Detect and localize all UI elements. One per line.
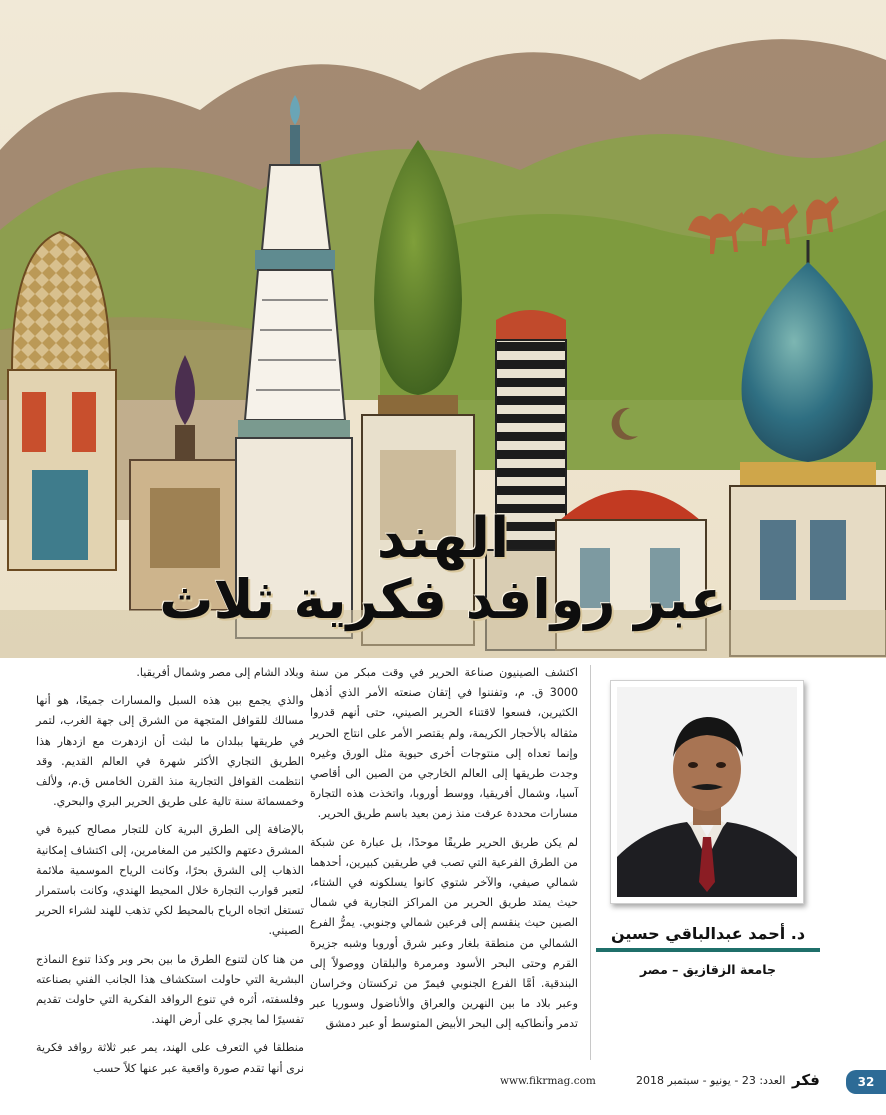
author-accent-rule xyxy=(596,948,820,952)
page-number: 32 xyxy=(846,1070,886,1094)
paragraph: والذي يجمع بين هذه السبل والمسارات جميعًا، هو أنها مسالك للقوافل المتجهة من الشرق إلى جهة الغرب، لتمر في طريقها ببلدان ما لبثت أن ازدهرت مع ازدهار هذا الطريق التجاري الأكثر شهرة في العالم القديم. وقد انتظمت القوافل التجارية منذ القرن الخامس ق.م، ولألف وخمسمائة سنة تالية على طريق الحرير البري والبحري. xyxy=(36,694,304,809)
paragraph: لم يكن طريق الحرير طريقًا موحدًا، بل عبارة عن شبكة من الطرق الفرعية التي تصب في طريقين كبيرين، أحدهما شمالي صيفي، والآخر شتوي كانوا يسلكونه في الشتاء، حيث يمتد طريق الحرير من المراكز التجارية في شمال الصين حيث ينقسم إلى فرعين شمالي وجنوبي. يمرُّ الفرع الشمالي من منطقة بلغار وعبر شرق أوروبا وشبه جزيرة القرم وحتى البحر الأسود ومرمرة والبلقان ووصولاً إلى البندقية. أمَّا الفرع الجنوبي فيمرّ من تركستان وخراسان وعبر بلاد ما بين النهرين والعراق والأناضول وسوريا عبر تدمر وأنطاكيه إلى البحر الأبيض المتوسط أو عبر دمشق xyxy=(310,835,578,1031)
article-column-left xyxy=(36,663,304,1075)
author-portrait-icon xyxy=(617,687,797,897)
paragraph: من هنا كان لتنوع الطرق ما بين بحر وبر وكذا تنوع النماذج البشرية التي حاولت استكشاف هذا الجانب الفني بصناعته وفلسفته، أثره في تنوع الروافد الفكرية التي حاولت تقديم تفسيرًا لما يجري على أرض الهند. xyxy=(36,952,304,1027)
author-photo-frame xyxy=(610,680,804,904)
paragraph: بالإضافة إلى الطرق البرية كان للتجار مصالح كبيرة في المشرق دعتهم والكثير من المغامرين، إلى اكتشاف إمكانية الذهاب إلى الشرق بحرًا، وكانت الرياح الموسمية ملائمة لتعبر قوارب التجارة خلال المحيط الهندي، وكانت باستمرار تستغل اتجاه الرياح بالمحيط لكي تذهب للهند لشراء الحرير الصيني. xyxy=(36,823,304,938)
paragraph: منطلقا في التعرف على الهند، يمر عبر ثلاثة روافد فكرية نرى أنها تقدم صورة واقعية عبر عنها كلاً حسب xyxy=(36,1041,304,1075)
paragraph: اكتشف الصينيون صناعة الحرير في وقت مبكر من سنة 3000 ق. م، وتفننوا في إتقان صنعته الأمر الذي أذهل الكثيرين، فسعوا لاقتناء الحرير الصيني، حتى أنهم قدروا مثقاله بالأحجار الكريمة، ولم يقتصر الأمر على انتاج الحرير وإنما تعداه إلى منتوجات أخرى حيوية مثل الورق وغيره وجدت طريقها إلى العالم الخارجي من الصين الى أقاصي آسيا، وشمال أفريقيا، ووسط أوروبا، واتخذت هذه التجارة مسارات محددة عرفت منذ زمن بعيد باسم طريق الحرير. xyxy=(310,666,578,821)
author-photo xyxy=(617,687,797,897)
page-footer xyxy=(0,1068,886,1108)
column-divider xyxy=(590,665,591,1060)
author-affiliation: جامعة الزقازيق – مصر xyxy=(639,962,776,977)
article-title xyxy=(0,506,886,646)
author-name: د. أحمد عبدالباقي حسين xyxy=(610,924,806,943)
issue-info: العدد: 23 - يونيو - سبتمبر 2018 xyxy=(636,1074,786,1087)
magazine-logo: فكر xyxy=(792,1071,820,1089)
article-column-middle xyxy=(310,663,578,1063)
website-link[interactable]: www.fikrmag.com xyxy=(500,1075,596,1087)
paragraph: وبلاد الشام إلى مصر وشمال أفريقيا. xyxy=(136,666,304,679)
title-line-1: الهند xyxy=(376,506,510,571)
title-line-2: عبر روافد فكرية ثلاث xyxy=(159,568,727,631)
